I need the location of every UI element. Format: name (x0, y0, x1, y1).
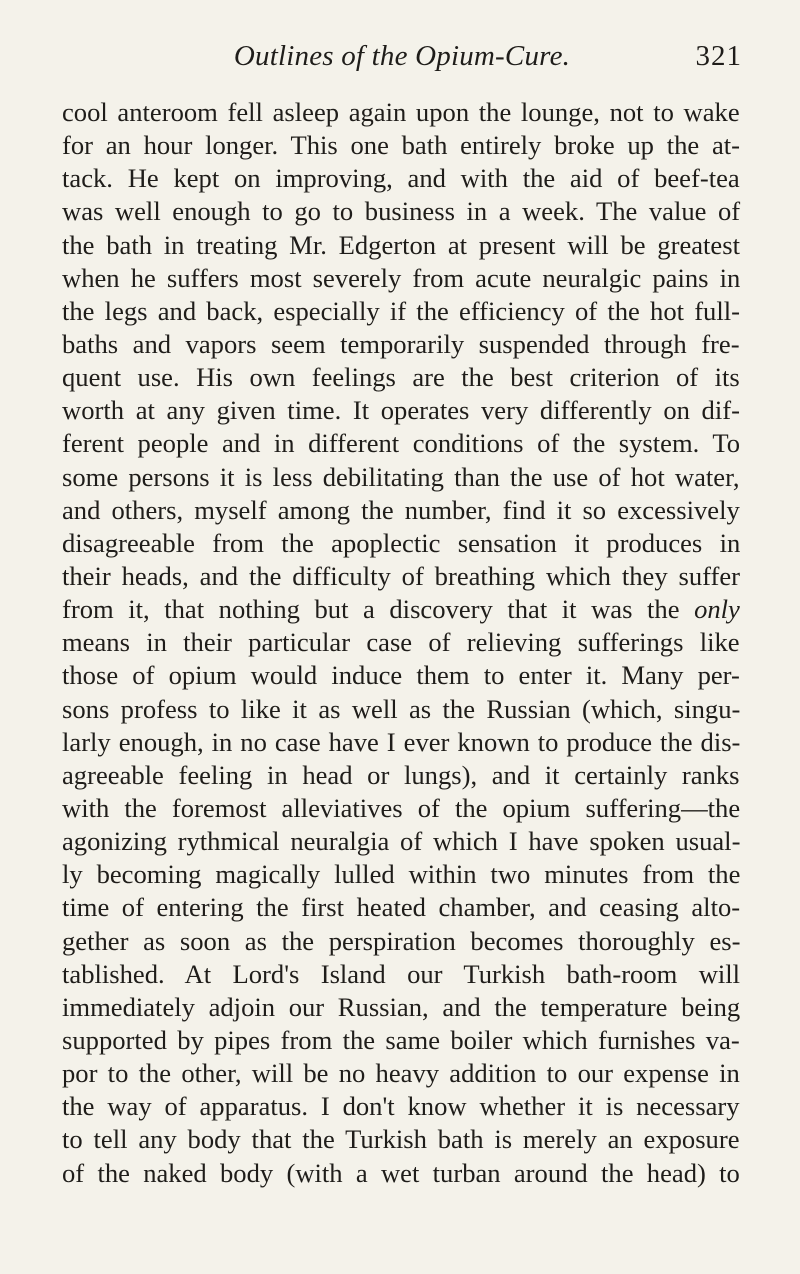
text-line: ly becoming magically lulled within two minutes from the (62, 859, 741, 890)
text-line: for an hour longer. This one bath entirely broke up the at- (62, 130, 740, 161)
text-line: ferent people and in different conditions of the system. To (62, 428, 741, 459)
text-line: tablished. At Lord's Island our Turkish bath-room will (62, 958, 741, 989)
text-line: those of opium would induce them to enter it. Many per- (62, 660, 740, 691)
italic-emphasis: only (694, 594, 740, 625)
text-line: tack. He kept on improving, and with the aid of beef-tea (62, 163, 740, 194)
text-line: means in their particular case of relieving sufferings like (62, 627, 740, 658)
text-line: agonizing rythmical neuralgia of which I have spoken usual- (62, 826, 741, 857)
text-line: from it, that nothing but a discovery that it was the only (62, 594, 740, 625)
text-line: sons profess to like it as well as the Russian (which, singu- (62, 693, 741, 724)
text-line: quent use. His own feelings are the best criterion of its (62, 362, 740, 393)
text-line: some persons it is less debilitating than the use of hot water, (62, 461, 740, 492)
text-line: the legs and back, especially if the efficiency of the hot full- (62, 295, 740, 326)
text-line: supported by pipes from the same boiler which furnishes va- (62, 1024, 740, 1055)
text-line: worth at any given time. It operates very differently on dif- (62, 395, 740, 426)
text-line: when he suffers most severely from acute neuralgic pains in (62, 262, 741, 293)
text-line: the bath in treating Mr. Edgerton at present will be greatest (62, 229, 740, 260)
page-number: 321 (695, 40, 742, 72)
text-line: of the naked body (with a wet turban around the head) to (62, 1157, 740, 1188)
text-line: time of entering the first heated chamber, and ceasing alto- (62, 892, 741, 923)
body-text (62, 96, 740, 1190)
text-line: disagreeable from the apoplectic sensation it produces in (62, 527, 741, 558)
running-head (62, 38, 742, 74)
text-line: to tell any body that the Turkish bath is merely an exposure (62, 1124, 740, 1155)
text-line: larly enough, in no case have I ever known to produce the dis- (62, 726, 741, 757)
text-line: the way of apparatus. I don't know whether it is necessary (62, 1091, 740, 1122)
text-line: their heads, and the difficulty of breathing which they suffer (62, 560, 741, 591)
text-line: cool anteroom fell asleep again upon the lounge, not to wake (62, 97, 740, 127)
text-line: baths and vapors seem temporarily suspended through fre- (62, 328, 740, 359)
text-line: and others, myself among the number, find it so excessively (62, 494, 740, 525)
text-line: gether as soon as the perspiration becomes thoroughly es- (62, 925, 741, 956)
text-line: immediately adjoin our Russian, and the temperature being (62, 991, 741, 1022)
text-line: agreeable feeling in head or lungs), and it certainly ranks (62, 759, 740, 790)
running-title: Outlines of the Opium-Cure. (233, 40, 571, 72)
text-line: with the foremost alleviatives of the opium suffering—the (62, 792, 741, 823)
text-line: was well enough to go to business in a week. The value of (62, 196, 741, 227)
text-line: por to the other, will be no heavy addition to our expense in (62, 1058, 740, 1089)
